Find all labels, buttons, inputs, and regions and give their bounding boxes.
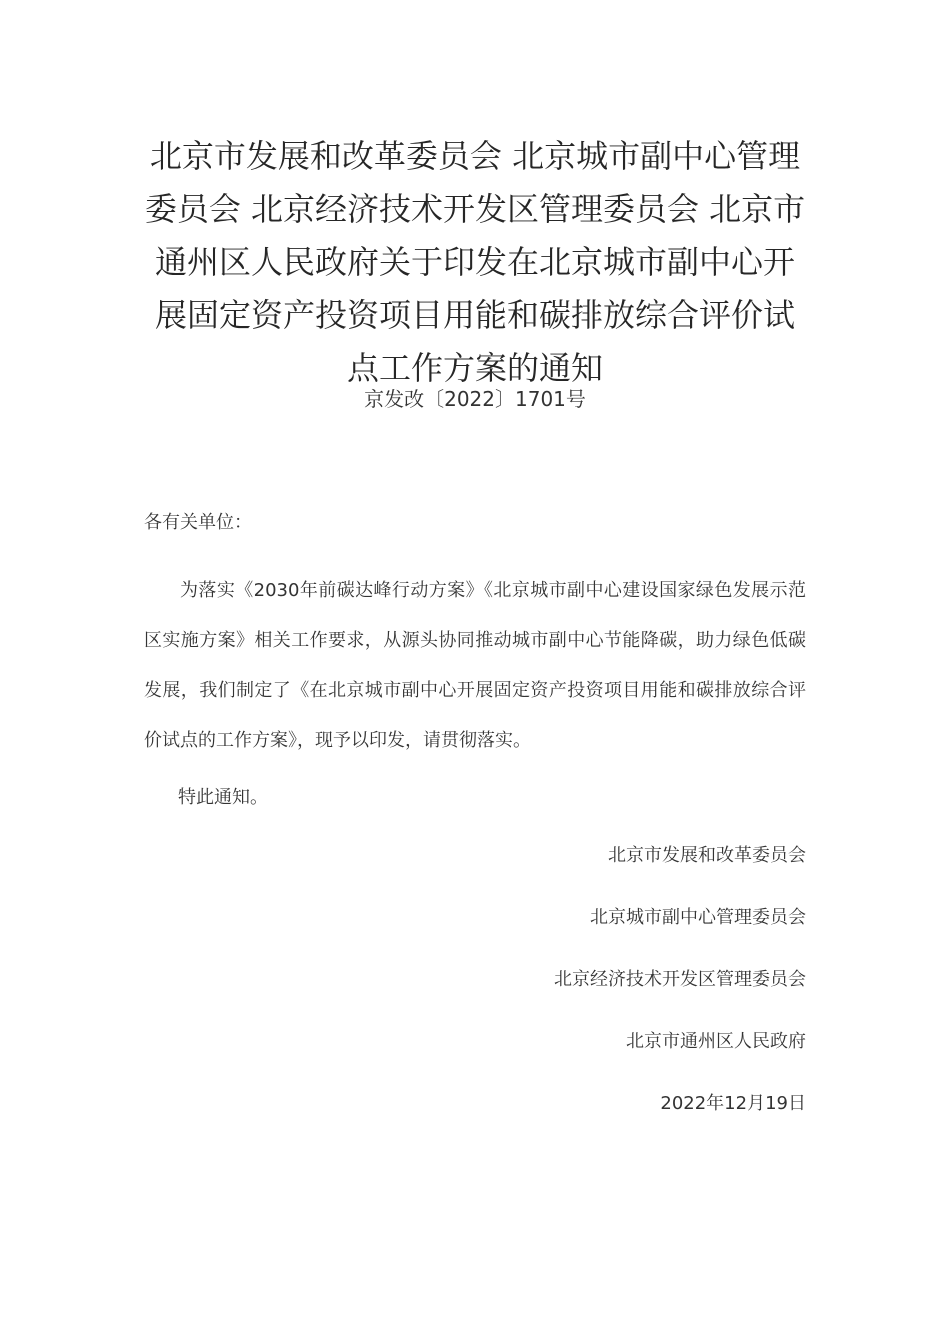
signatory-etdz-committee: 北京经济技术开发区管理委员会 — [554, 969, 806, 990]
closing-line: 特此通知。 — [178, 787, 268, 808]
signatory-ndrc: 北京市发展和改革委员会 — [608, 845, 806, 866]
signature-date: 2022年12月19日 — [660, 1093, 806, 1114]
salutation: 各有关单位： — [144, 512, 252, 533]
signatory-tongzhou-government: 北京市通州区人民政府 — [626, 1031, 806, 1052]
signature-block — [400, 842, 806, 1152]
signatory-subcenter-committee: 北京城市副中心管理委员会 — [590, 907, 806, 928]
document-title: 北京市发展和改革委员会 北京城市副中心管理委员会 北京经济技术开发区管理委员会 北京市通州区人民政府关于印发在北京城市副中心开展固定资产投资项目用能和碳排放综合评价试点工作方案的通知 — [144, 137, 806, 387]
document-number: 京发改〔2022〕1701号 — [364, 387, 586, 411]
body-paragraph: 为落实《2030年前碳达峰行动方案》《北京城市副中心建设国家绿色发展示范区实施方案》相关工作要求，从源头协同推动城市副中心节能降碳，助力绿色低碳发展，我们制定了《在北京城市副中心开展固定资产投资项目用能和碳排放综合评价试点的工作方案》，现予以印发，请贯彻落实。 — [144, 580, 806, 751]
